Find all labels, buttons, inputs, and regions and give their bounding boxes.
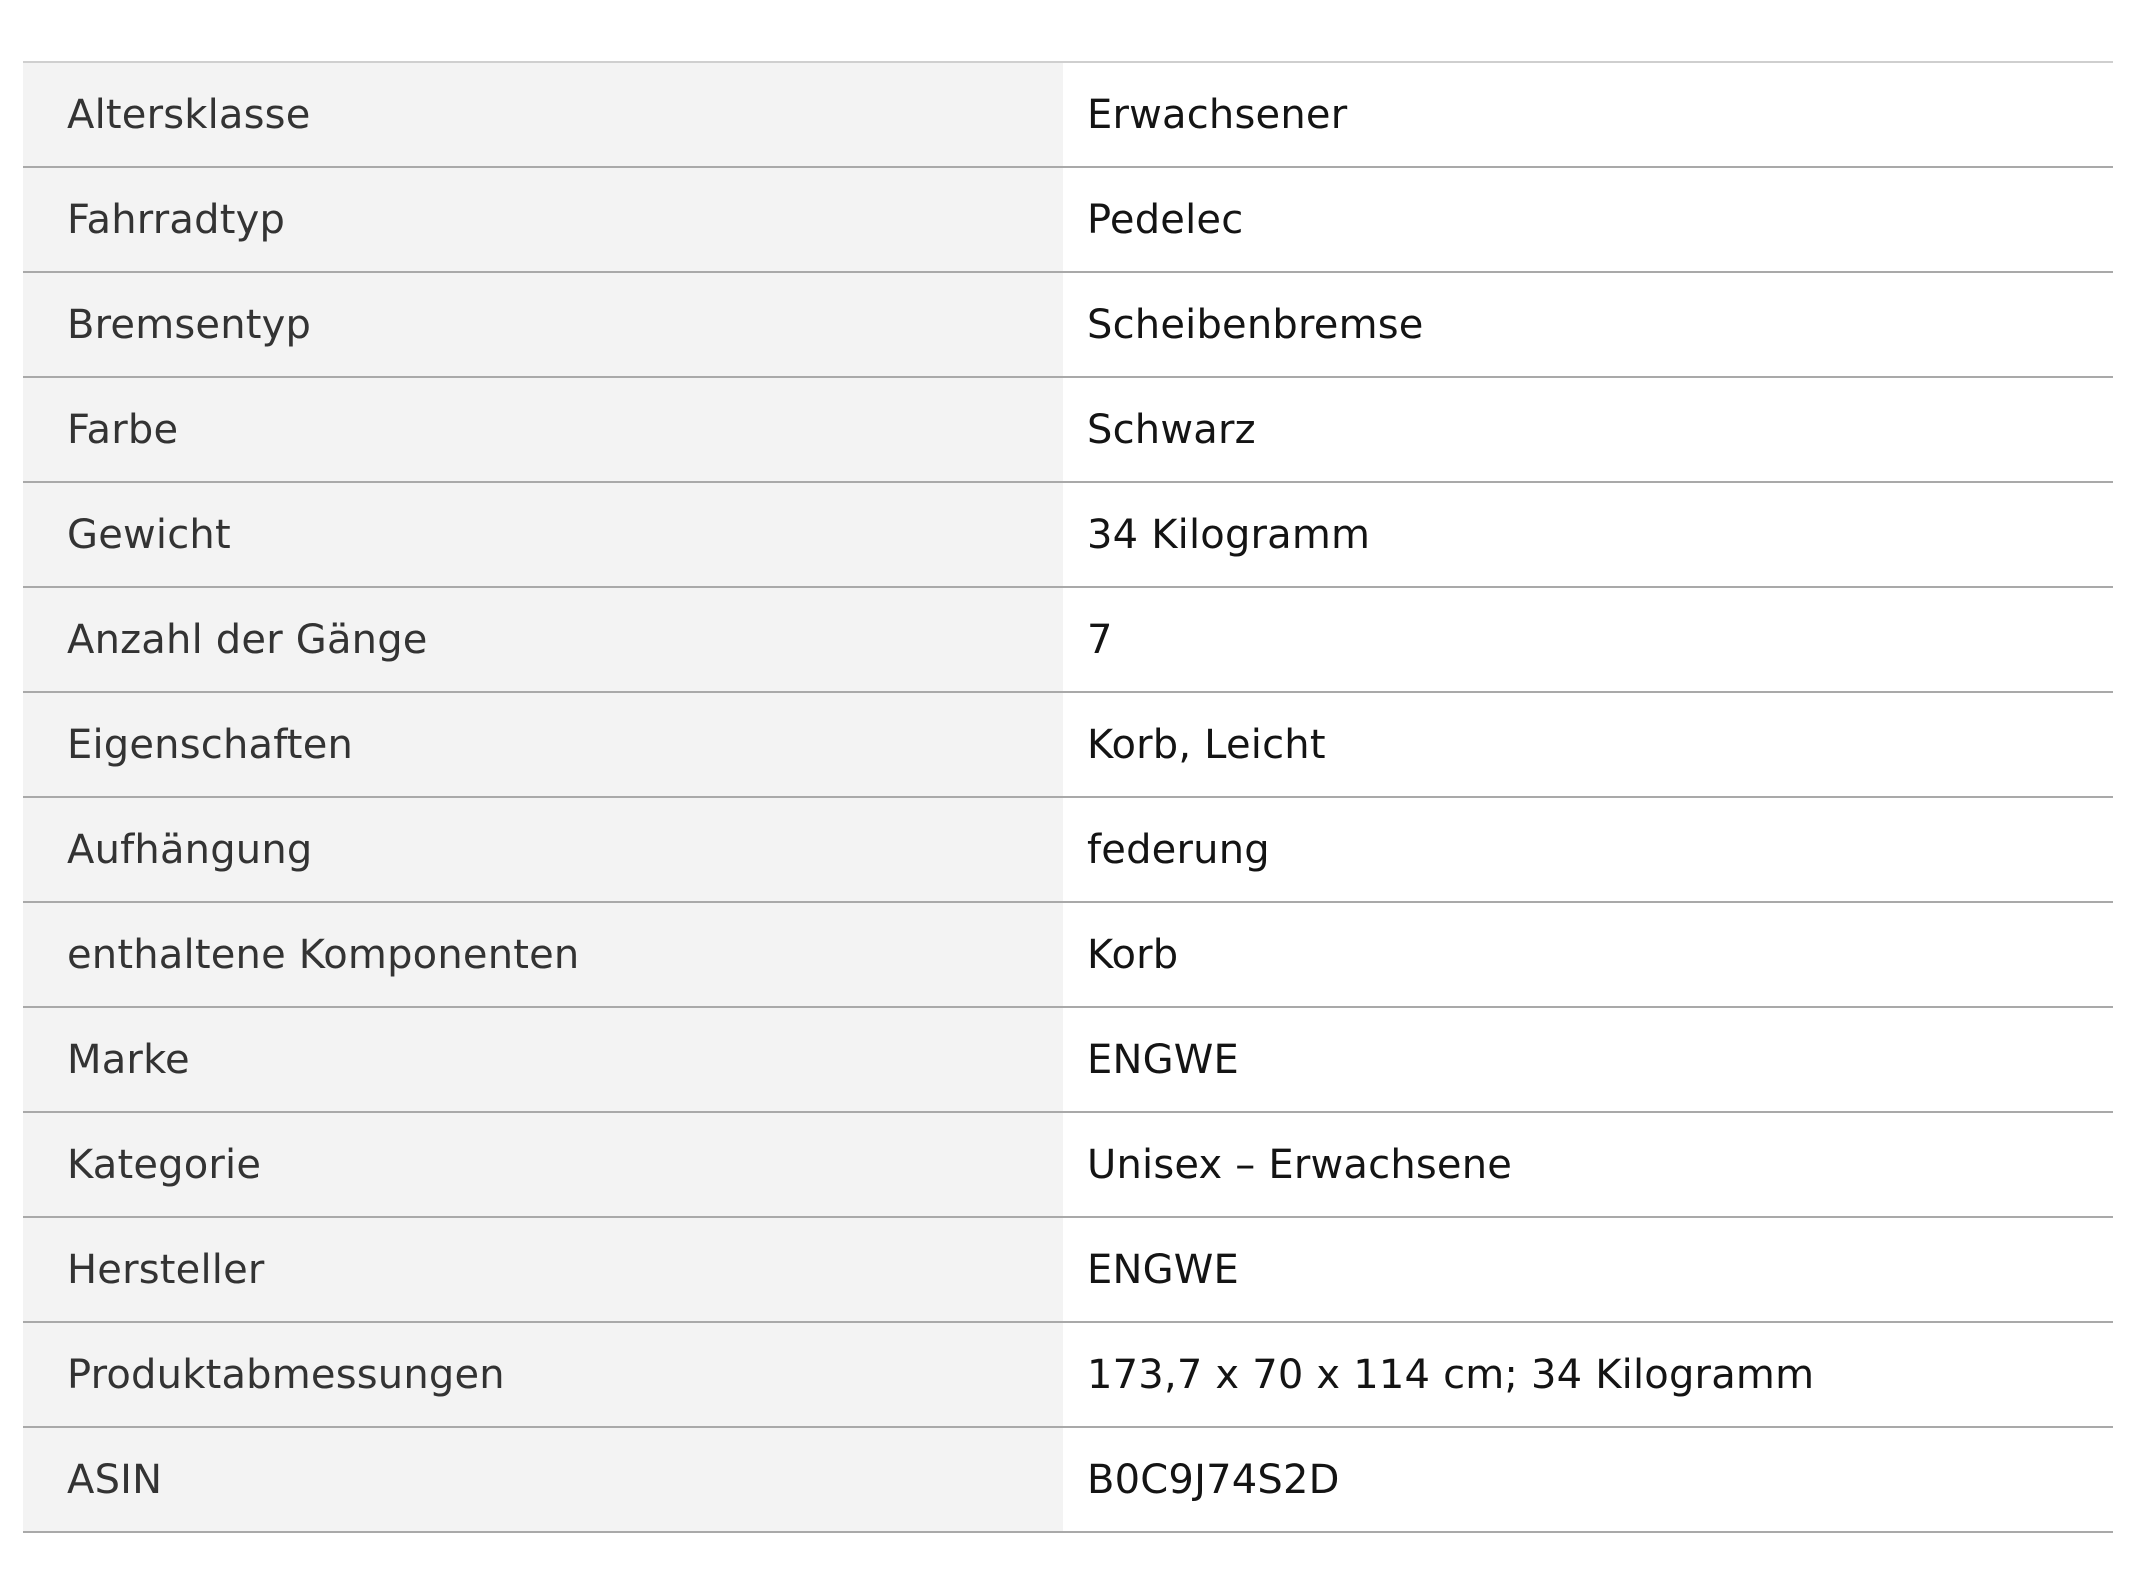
- spec-value: 7: [1063, 588, 2113, 691]
- spec-label: Gewicht: [23, 483, 1063, 586]
- spec-row-asin: [23, 1428, 2113, 1533]
- spec-value: Erwachsener: [1063, 63, 2113, 166]
- spec-label: Bremsentyp: [23, 273, 1063, 376]
- spec-value: 34 Kilogramm: [1063, 483, 2113, 586]
- spec-value: Unisex – Erwachsene: [1063, 1113, 2113, 1216]
- spec-value: ENGWE: [1063, 1008, 2113, 1111]
- spec-value: Korb: [1063, 903, 2113, 1006]
- spec-row-brake-type: [23, 273, 2113, 378]
- spec-value: B0C9J74S2D: [1063, 1428, 2113, 1531]
- product-details-table: [23, 61, 2113, 1533]
- spec-label: Eigenschaften: [23, 693, 1063, 796]
- spec-value: Scheibenbremse: [1063, 273, 2113, 376]
- spec-value: Korb, Leicht: [1063, 693, 2113, 796]
- spec-row-age-range: [23, 63, 2113, 168]
- spec-row-included-components: [23, 903, 2113, 1008]
- spec-value: Pedelec: [1063, 168, 2113, 271]
- spec-row-color: [23, 378, 2113, 483]
- spec-row-manufacturer: [23, 1218, 2113, 1323]
- spec-row-features: [23, 693, 2113, 798]
- spec-label: enthaltene Komponenten: [23, 903, 1063, 1006]
- spec-row-gear-count: [23, 588, 2113, 693]
- spec-label: Kategorie: [23, 1113, 1063, 1216]
- spec-label: Anzahl der Gänge: [23, 588, 1063, 691]
- spec-value: ENGWE: [1063, 1218, 2113, 1321]
- spec-label: Altersklasse: [23, 63, 1063, 166]
- spec-row-category: [23, 1113, 2113, 1218]
- spec-label: Produktabmessungen: [23, 1323, 1063, 1426]
- spec-label: Fahrradtyp: [23, 168, 1063, 271]
- spec-label: Marke: [23, 1008, 1063, 1111]
- spec-value: Schwarz: [1063, 378, 2113, 481]
- spec-label: Farbe: [23, 378, 1063, 481]
- spec-row-brand: [23, 1008, 2113, 1113]
- spec-row-suspension: [23, 798, 2113, 903]
- spec-value: 173,7 x 70 x 114 cm; 34 Kilogramm: [1063, 1323, 2113, 1426]
- spec-value: federung: [1063, 798, 2113, 901]
- spec-row-dimensions: [23, 1323, 2113, 1428]
- spec-row-bike-type: [23, 168, 2113, 273]
- spec-label: ASIN: [23, 1428, 1063, 1531]
- spec-row-weight: [23, 483, 2113, 588]
- spec-label: Aufhängung: [23, 798, 1063, 901]
- spec-label: Hersteller: [23, 1218, 1063, 1321]
